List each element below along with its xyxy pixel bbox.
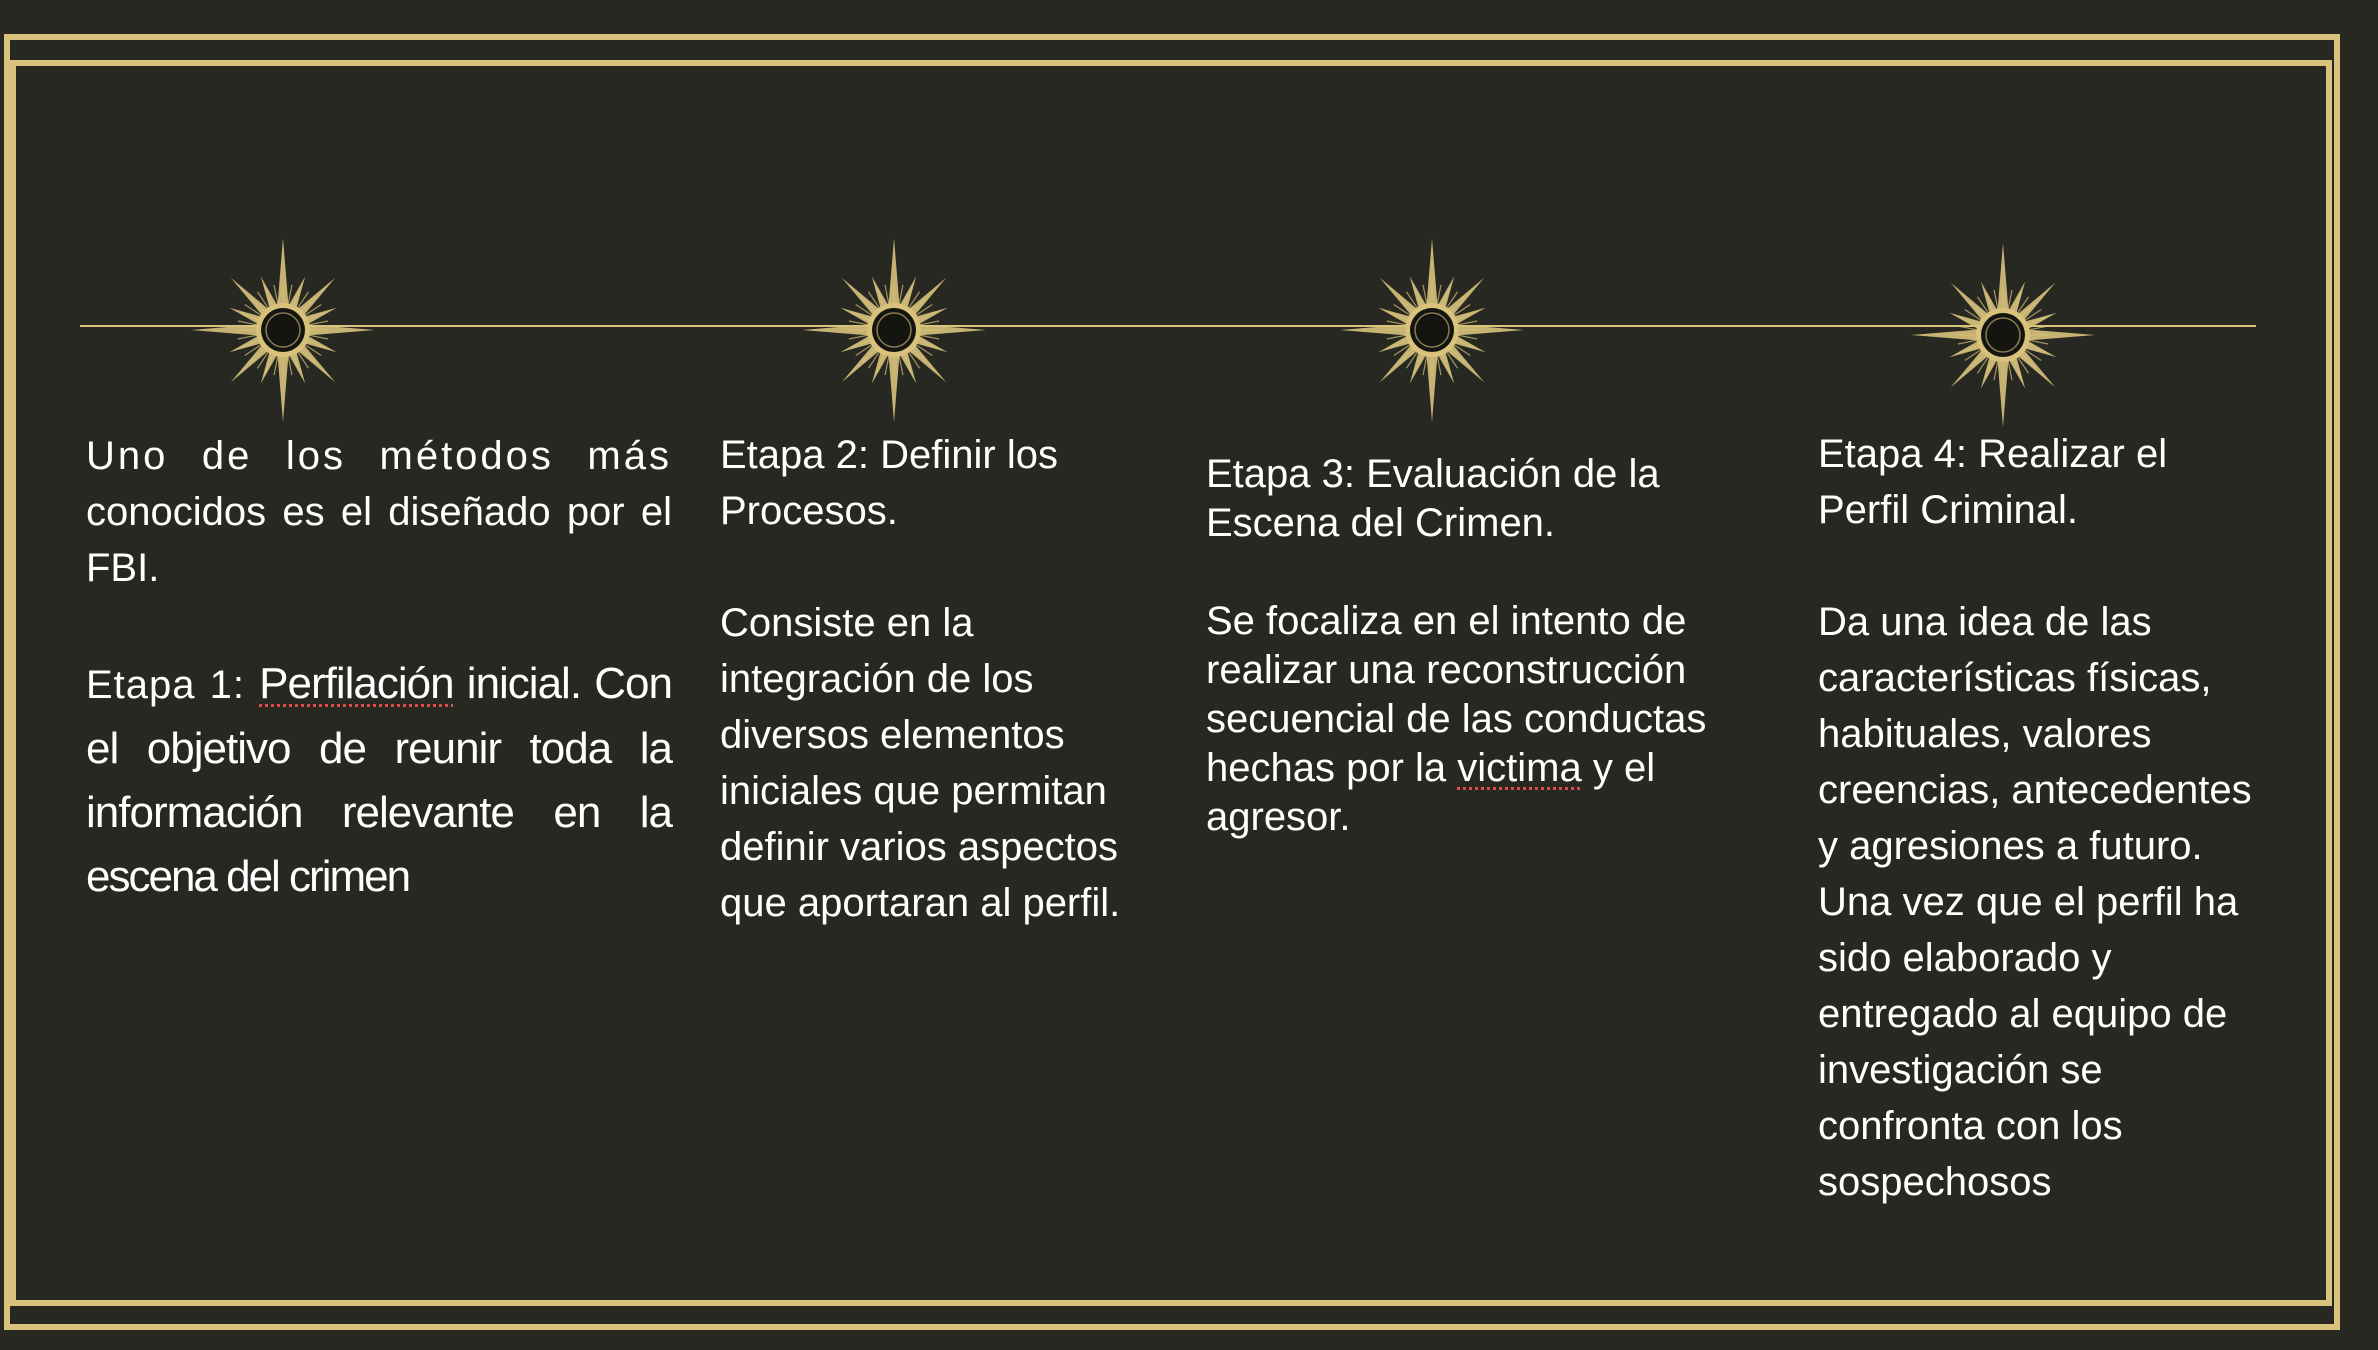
stage-4-title-line: Etapa 4: Realizar el xyxy=(1818,432,2168,476)
stage-2-body-line: integración de los xyxy=(720,657,1034,701)
starburst-icon xyxy=(799,235,989,425)
stage-2-title-line: Procesos. xyxy=(720,489,898,533)
stage-4-title-line: Perfil Criminal. xyxy=(1818,488,2079,532)
column-stage-4 xyxy=(1818,426,2288,1210)
stage-4-body-line: y agresiones a futuro. xyxy=(1818,824,2203,868)
stage-3-title-line: Etapa 3: Evaluación de la xyxy=(1206,452,1660,496)
stage-3-body-line: realizar una reconstrucción xyxy=(1206,648,1687,692)
misspelled-word: victima xyxy=(1457,746,1582,790)
column-stage-2 xyxy=(720,427,1160,931)
stage-4-body-line: habituales, valores xyxy=(1818,712,2152,756)
stage-4-body-line: sido elaborado y xyxy=(1818,936,2112,980)
starburst-icon xyxy=(1908,240,2098,430)
stage-1-body-line: el objetivo de reunir toda la xyxy=(86,724,672,773)
column-stage-3 xyxy=(1206,450,1746,842)
intro-line: conocidos es el diseñado por el xyxy=(86,490,672,534)
stage-2-body-line: iniciales que permitan xyxy=(720,769,1107,813)
stage-2-body-line: definir varios aspectos xyxy=(720,825,1118,869)
stage-3-body-line: Se focaliza en el intento de xyxy=(1206,599,1687,643)
intro-line: Uno de los métodos más xyxy=(86,434,672,478)
stage-3-body-line: hechas por la victima y el xyxy=(1206,746,1656,790)
stage-3-body-line: agresor. xyxy=(1206,795,1351,839)
stage-3-body-line: secuencial de las conductas xyxy=(1206,697,1707,741)
stage-4-body-line: Una vez que el perfil ha xyxy=(1818,880,2239,924)
misspelled-word: Perfilación xyxy=(259,659,454,708)
stage-1-body-line: escena del crimen xyxy=(86,852,410,901)
starburst-icon xyxy=(188,235,378,425)
column-stage-1 xyxy=(86,428,672,909)
stage-4-body-line: características físicas, xyxy=(1818,656,2212,700)
stage-2-title-line: Etapa 2: Definir los xyxy=(720,433,1058,477)
stage-4-body-line: Da una idea de las xyxy=(1818,600,2152,644)
stage-4-body-line: confronta con los xyxy=(1818,1104,2123,1148)
stage-1-body-line: información relevante en la xyxy=(86,788,672,837)
stage-2-body-line: Consiste en la xyxy=(720,601,974,645)
stage-2-body-line: diversos elementos xyxy=(720,713,1065,757)
stage-2-body-line: que aportaran al perfil. xyxy=(720,881,1121,925)
stage-4-body-line: entregado al equipo de xyxy=(1818,992,2228,1036)
stage-4-body-line: sospechosos xyxy=(1818,1160,2052,1204)
stage-3-title-line: Escena del Crimen. xyxy=(1206,501,1556,545)
stage-1-title: Etapa 1: Perfilación inicial. Con xyxy=(86,659,672,708)
starburst-icon xyxy=(1337,235,1527,425)
intro-line: FBI. xyxy=(86,546,160,590)
stage-4-body-line: creencias, antecedentes xyxy=(1818,768,2252,812)
stage-4-body-line: investigación se xyxy=(1818,1048,2103,1092)
